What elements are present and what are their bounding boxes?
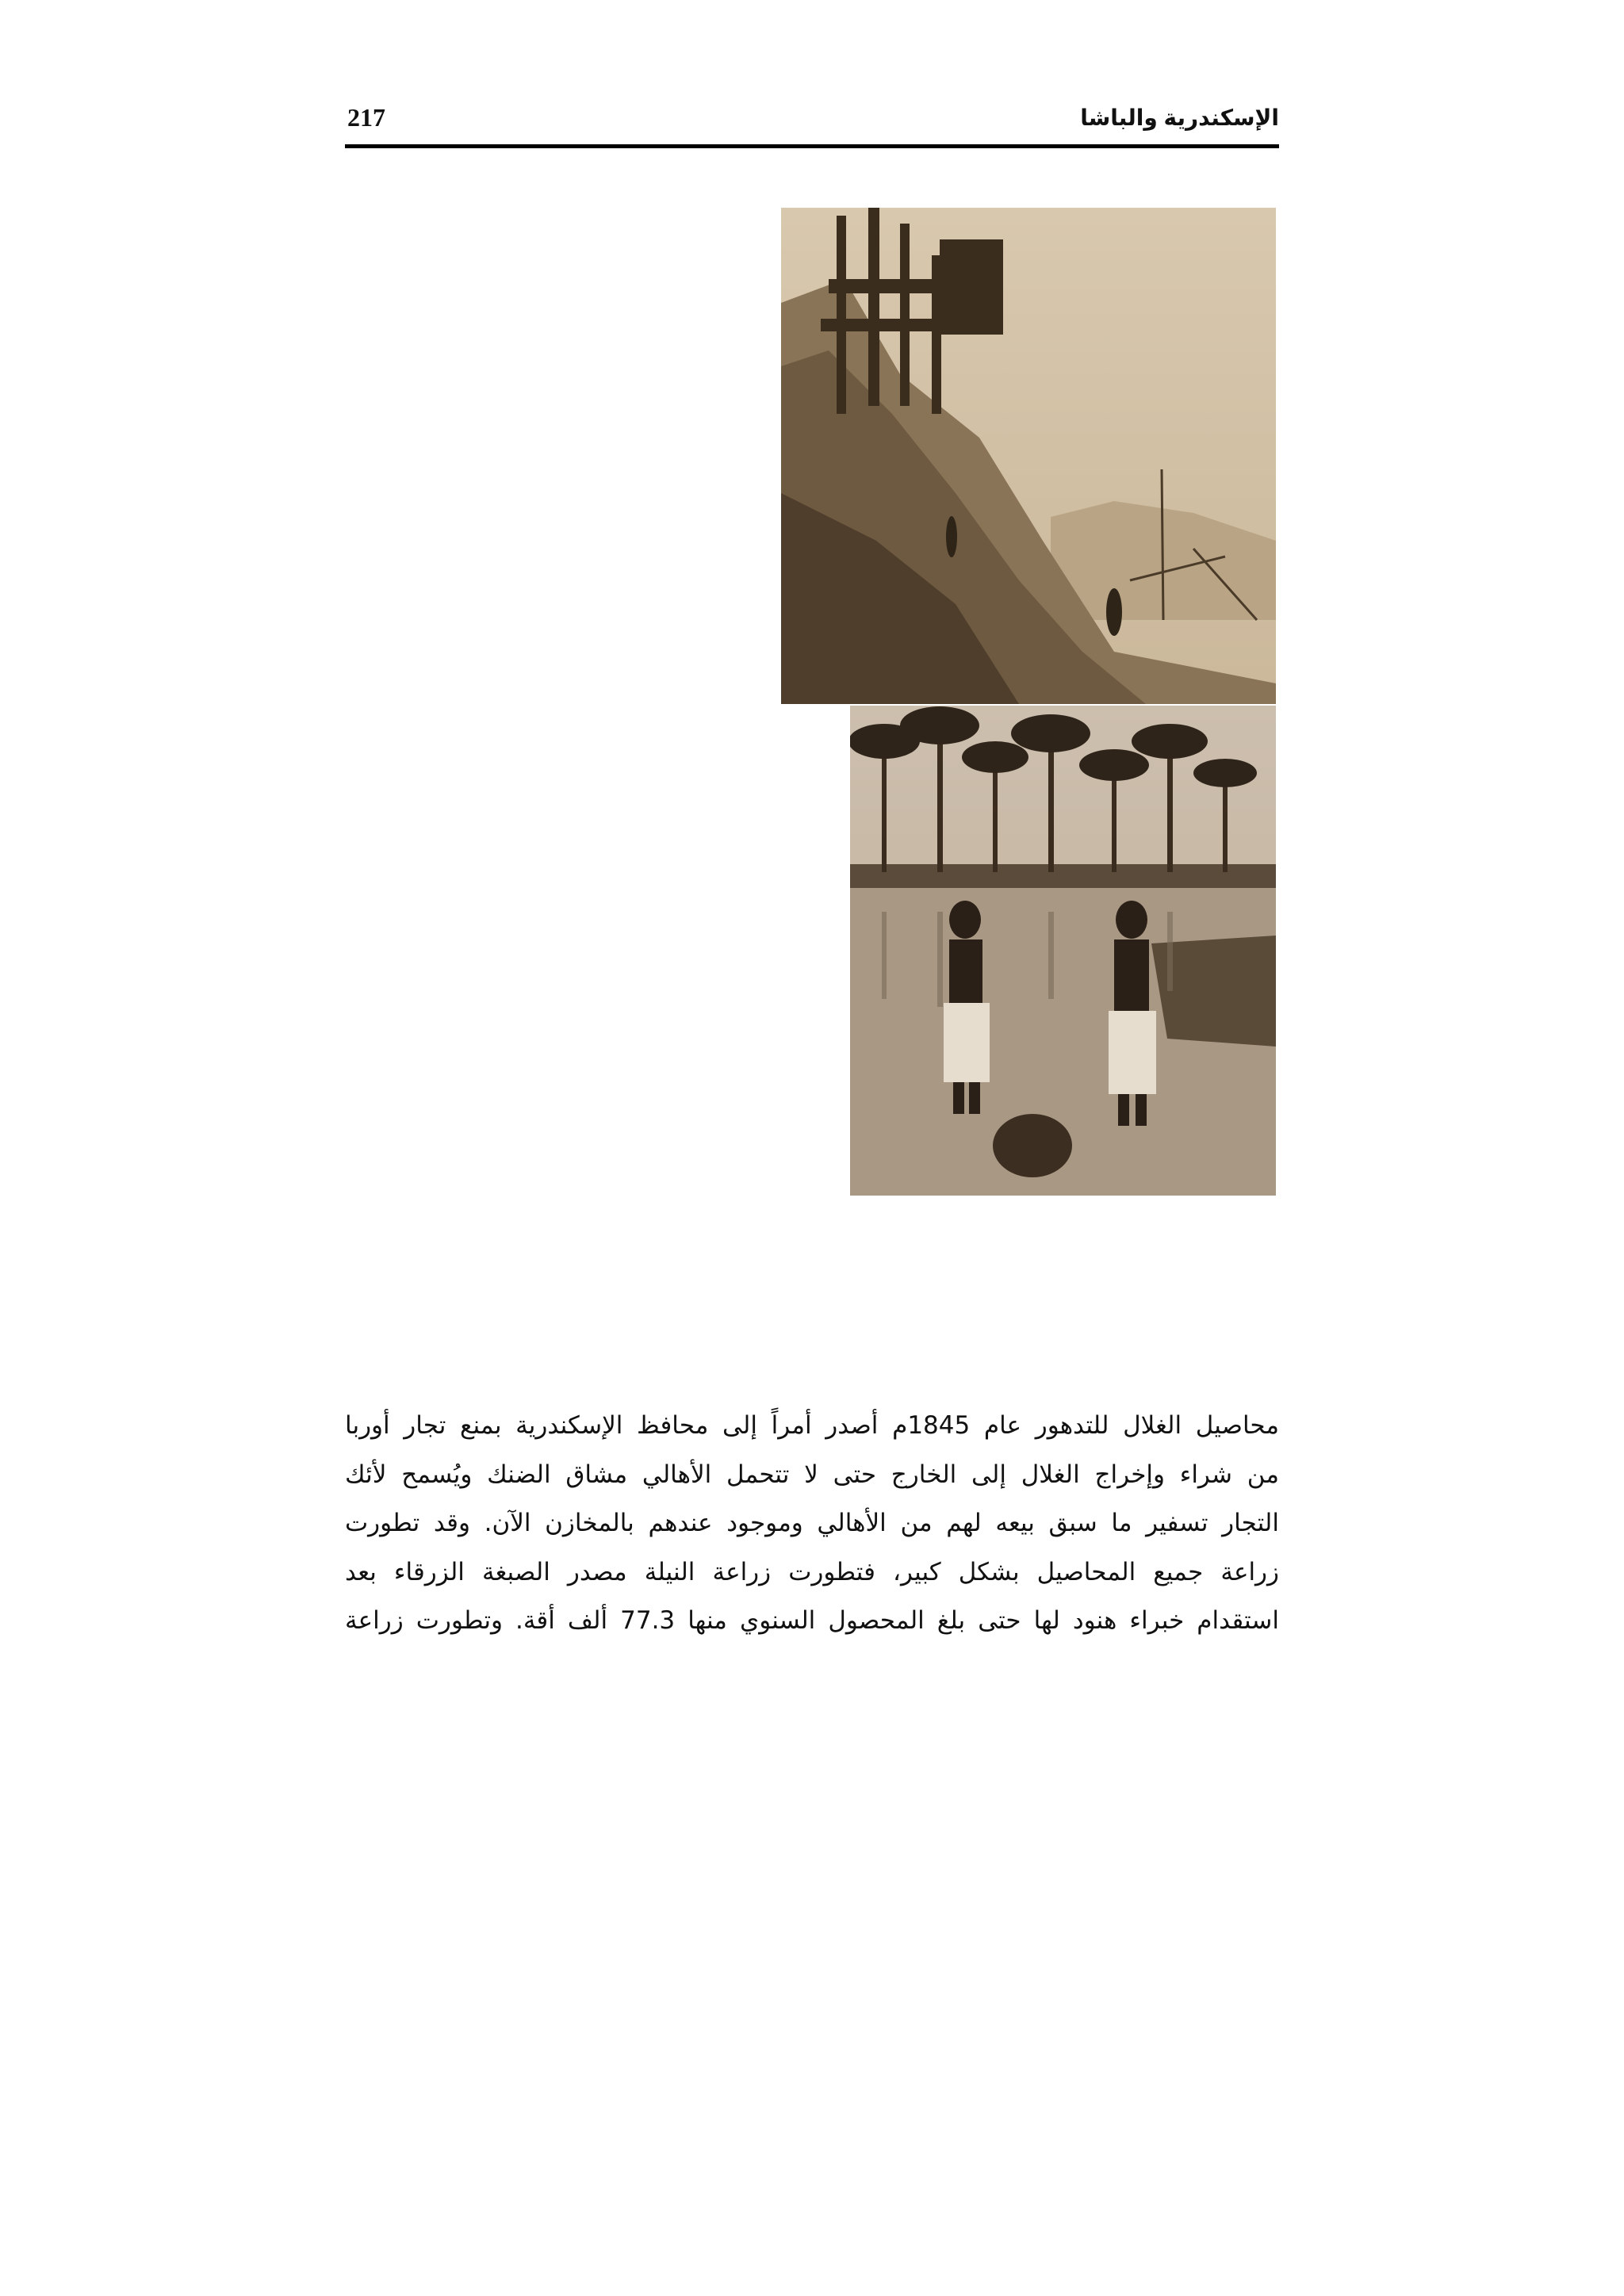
header-rule	[345, 144, 1279, 148]
sepia-photo-icon	[781, 208, 1276, 704]
paragraph-line: التجار تسفير ما سبق بيعه لهم من الأهالي وموجود عندهم بالمخازن الآن. وقد تطورت	[345, 1509, 1279, 1537]
photo-sakia-cliff	[781, 208, 1276, 704]
running-title: الإسكندرية والباشا	[1080, 105, 1279, 130]
sepia-photo-icon	[850, 706, 1276, 1196]
paragraph-line: محاصيل الغلال للتدهور عام 1845م أصدر أمراً إلى محافظ الإسكندرية بمنع تجار أوربا	[345, 1411, 1279, 1440]
page-number: 217	[347, 103, 385, 132]
paragraph-line: من شراء وإخراج الغلال إلى الخارج حتى لا تتحمل الأهالي مشاق الضنك ويُسمح لأئك	[345, 1460, 1279, 1489]
photo-palms-figures	[850, 706, 1276, 1196]
paragraph-line: زراعة جميع المحاصيل بشكل كبير، فتطورت زراعة النيلة مصدر الصبغة الزرقاء بعد	[345, 1557, 1279, 1586]
body-paragraph	[345, 1402, 1279, 1646]
paragraph-line: استقدام خبراء هنود لها حتى بلغ المحصول السنوي منها 77.3 ألف أقة. وتطورت زراعة	[345, 1606, 1279, 1635]
